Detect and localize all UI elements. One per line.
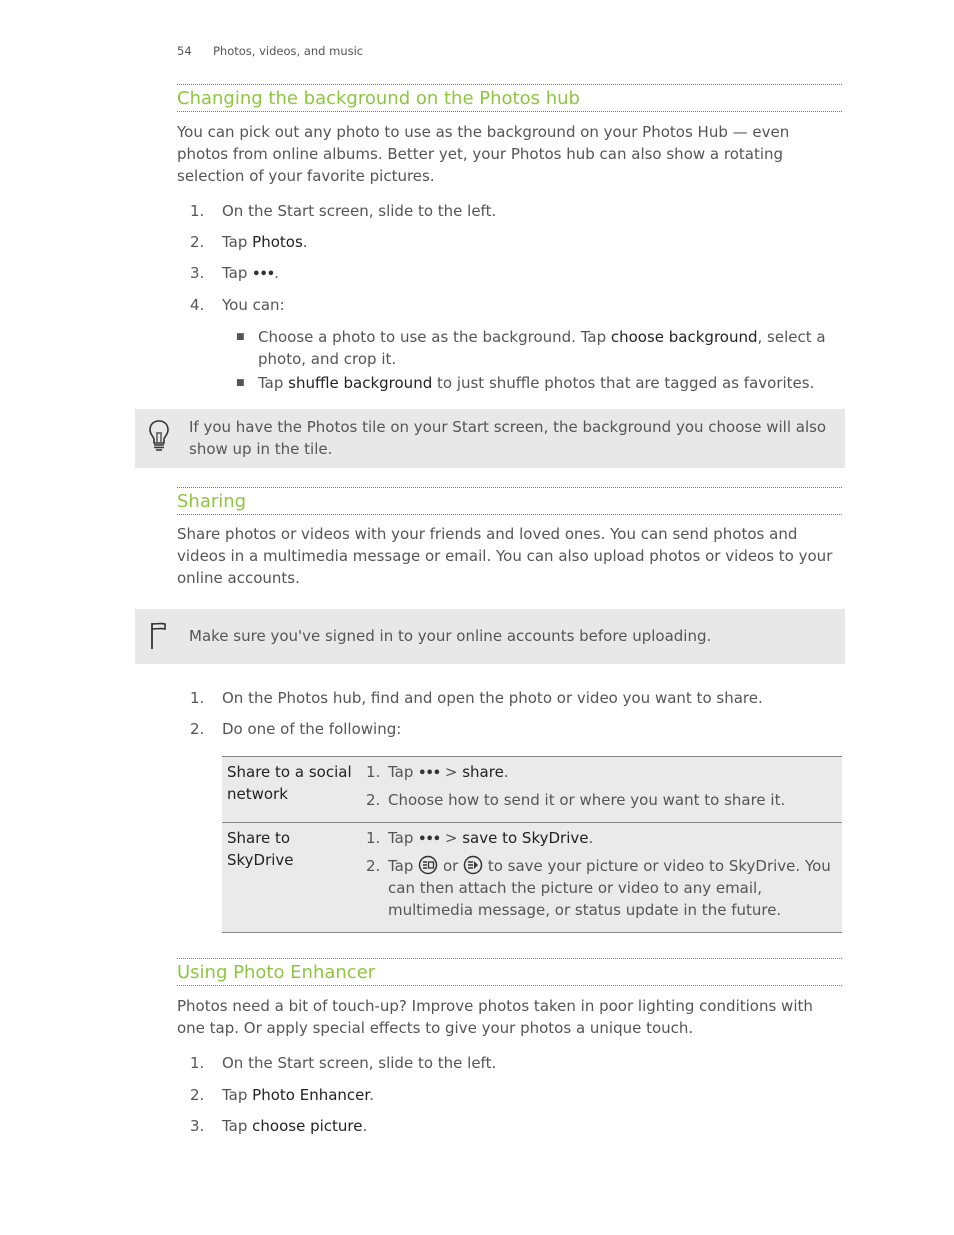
list-item: 1. On the Start screen, slide to the left. xyxy=(190,1054,497,1072)
ui-term: share xyxy=(462,763,504,781)
table-row-steps xyxy=(361,757,842,823)
table-row xyxy=(222,757,842,823)
bullet-icon: ■ xyxy=(236,332,245,342)
list-item: 2. Choose how to send it or where you want to share it. xyxy=(366,791,786,809)
table-row-label: Share to SkyDrive xyxy=(222,823,361,933)
list-item: 1. Tap ••• > save to SkyDrive. xyxy=(366,827,842,851)
ui-term: Photo Enhancer xyxy=(252,1086,370,1104)
lightbulb-icon xyxy=(147,419,171,453)
save-to-skydrive-alt-icon xyxy=(463,855,483,875)
chapter-title: Photos, videos, and music xyxy=(213,44,364,58)
section-rule-top xyxy=(177,487,842,488)
section-heading-enhancer: Using Photo Enhancer xyxy=(177,962,376,983)
list-item: 2. Tap Photo Enhancer. xyxy=(190,1086,374,1104)
bullet-icon: ■ xyxy=(236,378,245,388)
tip-box xyxy=(135,409,845,468)
list-item: 1. On the Start screen, slide to the left. xyxy=(190,202,497,220)
sharing-options-table xyxy=(222,756,842,933)
list-item: 4. You can: xyxy=(190,296,285,314)
more-dots-icon: ••• xyxy=(252,267,275,282)
section-intro: Photos need a bit of touch-up? Improve photos taken in poor lighting conditions with one tap. Or apply special effects to give your photos a unique touch. xyxy=(177,997,813,1037)
flag-icon xyxy=(147,621,169,651)
bullet-item: ■ Tap shuffle background to just shuffle photos that are tagged as favorites. xyxy=(236,374,815,392)
ui-term: choose background xyxy=(610,328,758,346)
more-dots-icon: ••• xyxy=(418,766,441,781)
page-number: 54 xyxy=(177,44,192,58)
section-intro: You can pick out any photo to use as the background on your Photos Hub — even photos from online albums. Better yet, your Photos hub can also show a rotating selection of your favorite pictures. xyxy=(177,123,790,185)
list-item: 1. Tap ••• > share. xyxy=(366,761,842,785)
ui-term: Photos xyxy=(252,233,303,251)
note-text: Make sure you've signed in to your online accounts before uploading. xyxy=(189,627,712,645)
table-row xyxy=(222,823,842,933)
table-row-steps xyxy=(361,823,842,933)
section-rule-bottom xyxy=(177,514,842,515)
ui-term: save to SkyDrive xyxy=(462,829,589,847)
tip-text: If you have the Photos tile on your Start screen, the background you choose will also show up in the tile. xyxy=(189,418,827,458)
table-row-label: Share to a social network xyxy=(222,757,361,823)
section-rule-bottom xyxy=(177,111,842,112)
bullet-item: ■ Choose a photo to use as the background. Tap choose background, select a photo, and crop it. xyxy=(236,328,826,368)
ui-term: shuffle background xyxy=(288,374,433,392)
section-rule-top xyxy=(177,84,842,85)
section-intro: Share photos or videos with your friends and loved ones. You can send photos and videos in a multimedia message or email. You can also upload photos or videos to your online accounts. xyxy=(177,525,833,587)
ui-term: choose picture xyxy=(252,1117,363,1135)
section-heading-sharing: Sharing xyxy=(177,491,247,512)
note-box xyxy=(135,609,845,664)
list-item: 3. Tap •••. xyxy=(190,262,279,286)
save-to-skydrive-icon xyxy=(418,855,438,875)
more-dots-icon: ••• xyxy=(418,832,441,847)
list-item: 2. Tap Photos. xyxy=(190,233,308,251)
section-rule-top xyxy=(177,958,842,959)
list-item: 3. Tap choose picture. xyxy=(190,1117,368,1135)
section-rule-bottom xyxy=(177,985,842,986)
list-item: 2. Tap or to save your picture or video to SkyDrive. You can then attach the picture or video to any email, multimedia message, or status update in the future. xyxy=(366,857,831,919)
section-heading-background: Changing the background on the Photos hub xyxy=(177,88,580,109)
list-item: 1. On the Photos hub, find and open the photo or video you want to share. xyxy=(190,689,763,707)
page-header xyxy=(177,44,363,58)
list-item: 2. Do one of the following: xyxy=(190,720,402,738)
